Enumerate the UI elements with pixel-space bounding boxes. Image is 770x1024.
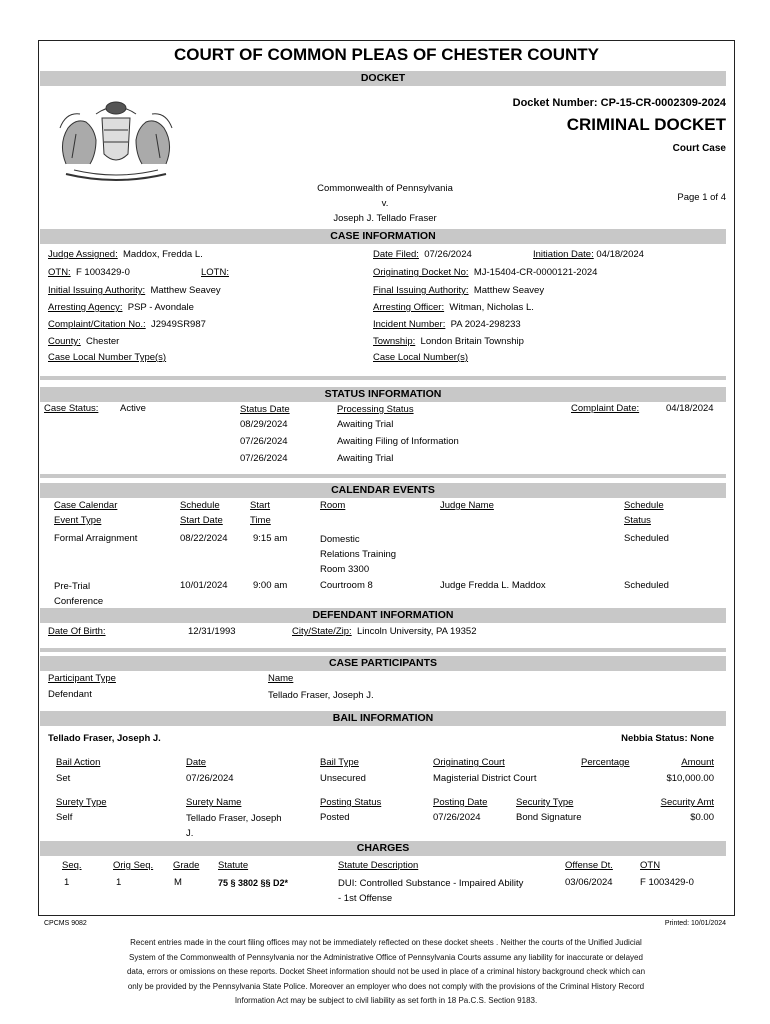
charge-seq-header: Seq. [62,860,82,871]
section-separator [40,376,726,380]
arrest-officer-value: Witman, Nicholas L. [449,302,534,313]
page-number: Page 1 of 4 [677,192,726,203]
participant-type-value: Defendant [48,689,92,700]
disclaimer-line: System of the Commonwealth of Pennsylvania nor the Administrative Office of Pennsylvania Courts assume any liability for inaccurate or delayed [129,952,643,962]
cal-row-status: Scheduled [624,533,669,544]
caption-line3: Joseph J. Tellado Fraser [333,213,437,224]
charges-bar: CHARGES [40,841,726,856]
township-value: London Britain Township [420,336,524,347]
amount-value: $10,000.00 [666,773,714,784]
case-status-label: Case Status: [44,403,99,414]
final-auth-label: Final Issuing Authority: [373,285,469,296]
complaint-date-value: 04/18/2024 [666,403,714,414]
originating-court-header: Originating Court [433,757,505,768]
percentage-header: Percentage [581,757,630,768]
bail-date-header: Date [186,757,207,768]
disclaimer-line: Recent entries made in the court filing offices may not be immediately reflected on these docket sheets . Neither the courts of the Unified Judicial [130,938,642,947]
security-amt-value: $0.00 [690,812,714,823]
disclaimer-line: only be provided by the Pennsylvania State Police. Moreover an employer who does not comply with the provisions of the Criminal History Record [127,981,645,991]
orig-docket-label: Originating Docket No: [373,267,469,278]
docket-number: Docket Number: CP-15-CR-0002309-2024 [512,97,726,109]
arresting-agency-row [48,302,194,313]
lotn-label: LOTN: [201,267,229,278]
case-information-bar: CASE INFORMATION [40,229,726,244]
incident-label: Incident Number: [373,319,446,330]
cal-header-judge: Judge Name [440,500,494,511]
city-label: City/State/Zip: [292,626,352,637]
date-filed-value: 07/26/2024 [424,249,472,260]
posting-date-value: 07/26/2024 [433,812,481,823]
defendant-information-bar: DEFENDANT INFORMATION [40,608,726,623]
charge-statute-header: Statute [218,860,249,871]
cal-header-start: Time [250,515,271,526]
docket-type: CRIMINAL DOCKET [566,115,726,134]
cal-row-judge: Judge Fredda L. Maddox [440,580,546,591]
township-label: Township: [373,336,416,347]
charge-otn-value: F 1003429-0 [640,877,694,888]
surety-name-value: J. [186,828,194,839]
charge-offense-date-value: 03/06/2024 [565,877,613,888]
disclaimer-line: data, errors or omissions on these reports. Docket Sheet information should not be used in place of a criminal history background check which can [126,967,646,976]
cal-row-event: Pre-Trial [54,581,91,592]
cal-row-status: Scheduled [624,580,669,591]
court-title: COURT OF COMMON PLEAS OF CHESTER COUNTY [174,45,599,64]
disclaimer [86,936,686,1009]
local-number-label: Case Local Number(s) [373,352,469,363]
coat-of-arms-icon [46,94,186,184]
participant-type-header: Participant Type [48,673,116,684]
cal-row-room: Domestic [320,534,360,545]
caption-line2: v. [381,198,389,209]
city-value: Lincoln University, PA 19352 [356,626,477,637]
incident-value: PA 2024-298233 [450,319,521,330]
charge-grade-value: M [174,877,182,888]
security-type-value: Bond Signature [516,812,582,823]
cal-row-time: 9:00 am [253,580,288,591]
case-participants-bar: CASE PARTICIPANTS [40,656,726,671]
cal-header-event: Event Type [54,515,102,526]
judge-assigned-row [48,249,203,260]
status-row-status: Awaiting Trial [337,419,394,430]
cal-row-event: Conference [54,596,104,607]
otn-value: F 1003429-0 [75,267,130,278]
arrest-agency-label: Arresting Agency: [48,302,123,313]
otn-label: OTN: [48,267,71,278]
init-auth-value: Matthew Seavey [150,285,221,296]
complaint-value: J2949SR987 [150,319,206,330]
date-filed-label: Date Filed: [373,249,419,260]
orig-docket-value: MJ-15404-CR-0000121-2024 [473,267,598,278]
date-filed-row [373,249,472,260]
participant-name-value: Tellado Fraser, Joseph J. [268,690,374,701]
cal-row-date: 10/01/2024 [180,580,228,591]
township-row [373,336,524,347]
city-state-zip-row [292,626,476,637]
init-auth-label: Initial Issuing Authority: [48,285,146,296]
final-auth-value: Matthew Seavey [473,285,545,296]
initiation-label: Initiation Date: [533,249,594,260]
security-type-header: Security Type [516,797,574,808]
cal-row-date: 08/22/2024 [180,533,228,544]
section-separator [40,474,726,478]
arresting-officer-row [373,302,534,313]
amount-header: Amount [681,757,714,768]
cal-row-room: Relations Training [320,549,397,560]
calendar-events-bar: CALENDAR EVENTS [40,483,726,498]
status-date-header: Status Date [240,404,290,415]
county-label: County: [48,336,81,347]
cal-header-status: Status [624,515,651,526]
otn-row [48,267,130,278]
charge-orig-seq-header: Orig Seq. [113,860,154,871]
bail-type-header: Bail Type [320,757,359,768]
section-separator [40,648,726,652]
bail-defendant-name: Tellado Fraser, Joseph J. [48,733,161,744]
surety-name-value: Tellado Fraser, Joseph [186,813,282,824]
arrest-officer-label: Arresting Officer: [373,302,445,313]
county-value: Chester [86,336,120,347]
bail-type-value: Unsecured [320,773,366,784]
form-number: CPCMS 9082 [44,920,87,927]
bail-action-value: Set [56,773,71,784]
bail-information-bar: BAIL INFORMATION [40,711,726,726]
posting-status-header: Posting Status [320,797,382,808]
posting-status-value: Posted [320,812,350,823]
initial-authority-row [48,285,221,296]
charge-statute-value: 75 § 3802 §§ D2* [218,878,289,888]
cal-row-room: Room 3300 [320,564,370,575]
final-authority-row [373,285,544,296]
nebbia-status: Nebbia Status: None [621,733,714,744]
status-information-bar: STATUS INFORMATION [40,387,726,402]
cal-row-event: Formal Arraignment [54,533,138,544]
cal-header-schedule: Schedule [180,500,220,511]
county-row [48,336,119,347]
surety-type-header: Surety Type [56,797,107,808]
docket-bar: DOCKET [40,71,726,86]
participant-name-header: Name [268,673,294,684]
status-row-status: Awaiting Filing of Information [337,436,459,447]
status-row-date: 07/26/2024 [240,453,288,464]
security-amt-header: Security Amt [660,797,714,808]
charge-otn-header: OTN [640,860,661,871]
originating-docket-row [373,267,597,278]
charge-offense-date-header: Offense Dt. [565,860,613,871]
arrest-agency-value: PSP - Avondale [127,302,194,313]
cal-header-event: Case Calendar [54,500,118,511]
cal-row-room: Courtroom 8 [320,580,373,591]
complaint-date-label: Complaint Date: [571,403,640,414]
complaint-row [48,319,206,330]
bail-action-header: Bail Action [56,757,101,768]
posting-date-header: Posting Date [433,797,488,808]
charge-orig-seq-value: 1 [116,877,122,888]
case-kind: Court Case [672,143,726,154]
charge-seq-value: 1 [64,877,70,888]
judge-label: Judge Assigned: [48,249,118,260]
bail-date-value: 07/26/2024 [186,773,234,784]
originating-court-value: Magisterial District Court [433,773,537,784]
local-number-type-label: Case Local Number Type(s) [48,352,167,363]
disclaimer-line: Information Act may be subject to civil liability as set forth in 18 Pa.C.S. Section 9183. [234,996,538,1005]
cal-header-start: Start [250,500,271,511]
case-status-value: Active [120,403,146,414]
complaint-label: Complaint/Citation No.: [48,319,146,330]
dob-value: 12/31/1993 [188,626,236,637]
dob-label: Date Of Birth: [48,626,106,637]
printed-date: Printed: 10/01/2024 [664,920,726,927]
initiation-value: 04/18/2024 [596,249,644,260]
charge-description-value: - 1st Offense [338,893,393,904]
status-row-date: 07/26/2024 [240,436,288,447]
surety-type-value: Self [56,812,73,823]
processing-status-header: Processing Status [337,404,414,415]
cal-header-room: Room [320,500,346,511]
cal-row-time: 9:15 am [253,533,288,544]
initiation-date-row [533,249,644,260]
judge-value: Maddox, Fredda L. [123,249,203,260]
caption-line1: Commonwealth of Pennsylvania [317,183,453,194]
charge-description-value: DUI: Controlled Substance - Impaired Ability [338,878,524,889]
status-row-date: 08/29/2024 [240,419,288,430]
status-row-status: Awaiting Trial [337,453,394,464]
surety-name-header: Surety Name [186,797,242,808]
cal-header-schedule: Start Date [180,515,223,526]
charge-description-header: Statute Description [338,860,419,871]
charge-grade-header: Grade [173,860,200,871]
incident-row [373,319,521,330]
cal-header-status: Schedule [624,500,664,511]
